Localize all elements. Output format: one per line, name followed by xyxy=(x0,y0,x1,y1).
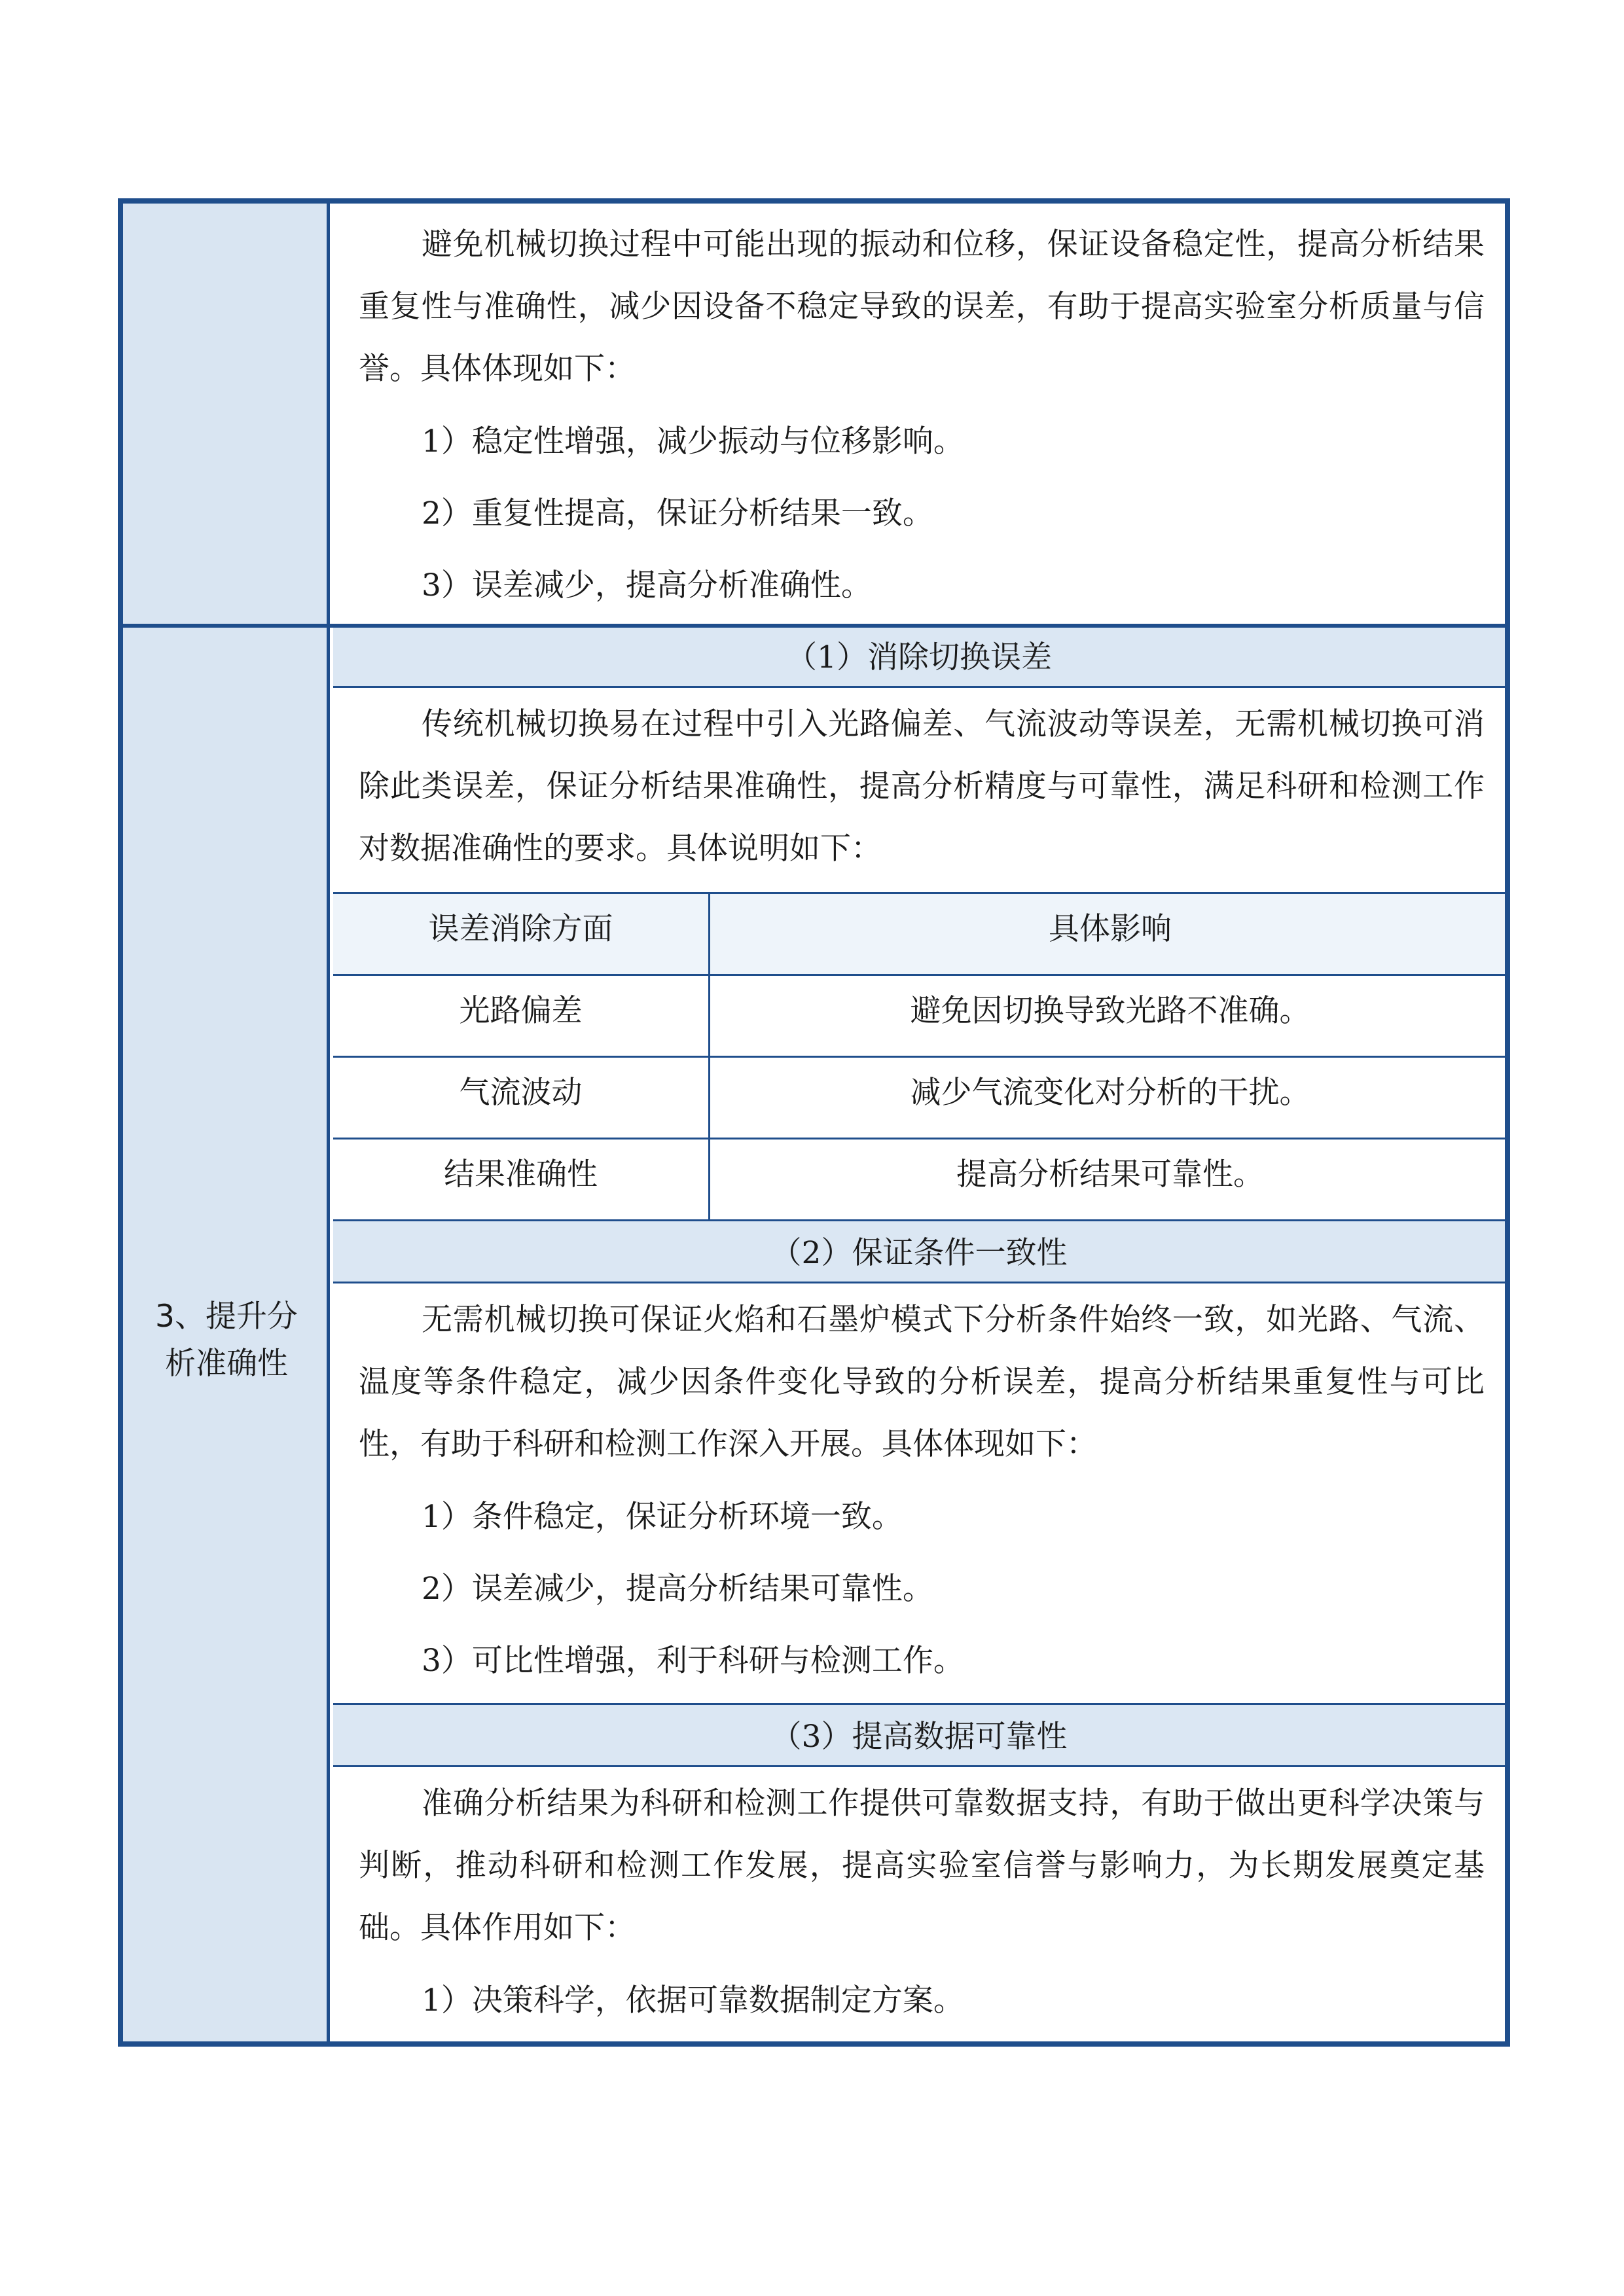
table-line xyxy=(333,1056,1505,1058)
sub1-heading: （1）消除切换误差 xyxy=(786,639,1052,675)
section3-label-line2: 析准确性 xyxy=(165,1346,288,1382)
divider xyxy=(333,686,1505,688)
sub3-item-1: 1）决策科学，依据可靠数据制定方案。 xyxy=(422,1982,964,2018)
sub2-item-1: 1）条件稳定，保证分析环境一致。 xyxy=(422,1499,903,1535)
table-cell: 提高分析结果可靠性。 xyxy=(956,1157,1264,1193)
sub3-paragraph: 准确分析结果为科研和检测工作提供可靠数据支持，有助于做出更科学决策与判断，推动科研和检测工作发展，提高实验室信誉与影响力，为长期发展奠定基础。具体作用如下： xyxy=(359,1785,1485,1946)
table-header-impact: 具体影响 xyxy=(1049,911,1172,947)
table-cell: 气流波动 xyxy=(459,1075,583,1111)
table-header-aspect: 误差消除方面 xyxy=(428,911,613,947)
sub1-paragraph: 传统机械切换易在过程中引入光路偏差、气流波动等误差，无需机械切换可消除此类误差，保证分析结果准确性，提高分析精度与可靠性，满足科研和检测工作对数据准确性的要求。具体说明如下： xyxy=(359,706,1485,867)
sub2-item-2: 2）误差减少，提高分析结果可靠性。 xyxy=(422,1571,933,1607)
table-line xyxy=(333,974,1505,976)
sub2-heading: （2）保证条件一致性 xyxy=(770,1235,1068,1271)
section3-label-line1: 3、提升分 xyxy=(155,1299,298,1335)
top-item-1: 1）稳定性增强，减少振动与位移影响。 xyxy=(422,423,964,459)
top-item-2: 2）重复性提高，保证分析结果一致。 xyxy=(422,495,933,531)
divider xyxy=(333,1765,1505,1767)
top-paragraph: 避免机械切换过程中可能出现的振动和位移，保证设备稳定性，提高分析结果重复性与准确性，减少因设备不稳定导致的误差，有助于提高实验室分析质量与信誉。具体体现如下： xyxy=(359,226,1485,387)
top-item-3: 3）误差减少，提高分析准确性。 xyxy=(422,567,872,603)
table-cell: 结果准确性 xyxy=(444,1157,598,1193)
content-table xyxy=(118,198,1510,2047)
sub2-item-3: 3）可比性增强，利于科研与检测工作。 xyxy=(422,1643,964,1679)
table-line xyxy=(333,1138,1505,1139)
sub2-paragraph: 无需机械切换可保证火焰和石墨炉模式下分析条件始终一致，如光路、气流、温度等条件稳定，减少因条件变化导致的分析误差，提高分析结果重复性与可比性，有助于科研和检测工作深入开展。具体体现如下： xyxy=(359,1302,1485,1462)
left-label-column xyxy=(123,204,330,2041)
table-cell: 减少气流变化对分析的干扰。 xyxy=(910,1075,1310,1111)
section3-label xyxy=(123,1293,330,1388)
divider xyxy=(333,1282,1505,1283)
sub3-heading: （3）提高数据可靠性 xyxy=(770,1719,1068,1755)
table-cell: 光路偏差 xyxy=(459,993,583,1029)
table-cell: 避免因切换导致光路不准确。 xyxy=(910,993,1310,1029)
